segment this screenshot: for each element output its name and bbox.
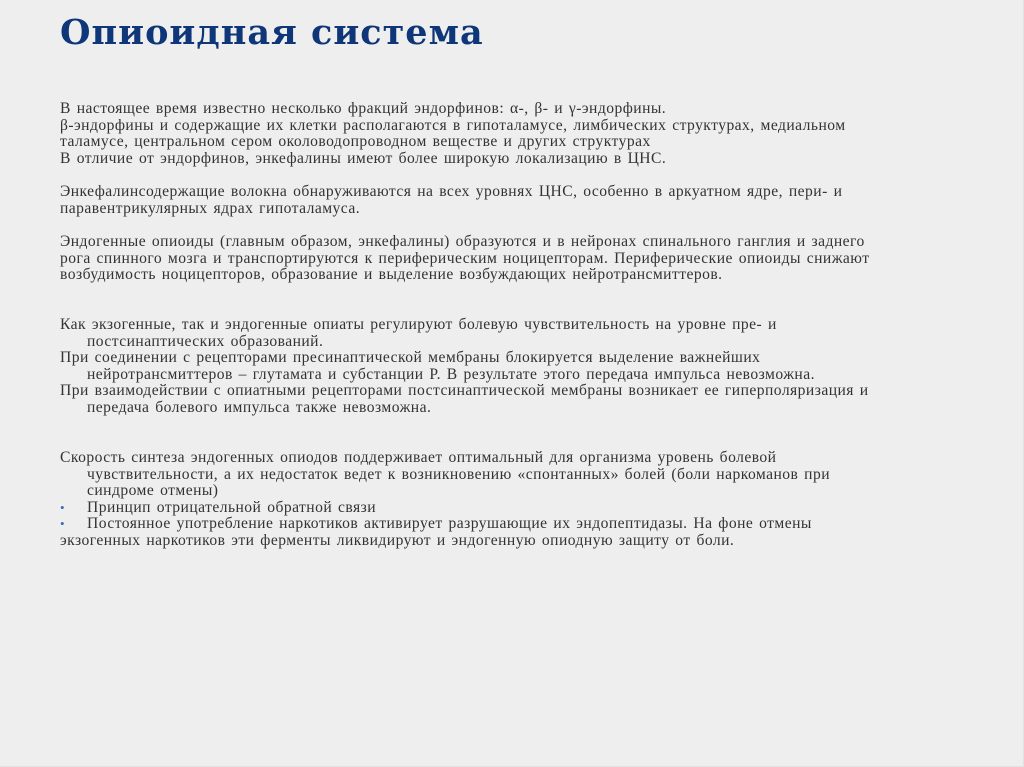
paragraph-enkephalin-fibers bbox=[60, 184, 980, 217]
text-line: Энкефалинсодержащие волокна обнаруживаются на всех уровнях ЦНС, особенно в аркуатном ядре, пери- и bbox=[60, 183, 843, 200]
text-line: нейротрансмиттеров – глутамата и субстанции Р. В результате этого передача импульса невозможна. bbox=[87, 365, 815, 383]
text-line: передача болевого импульса также невозможна. bbox=[87, 398, 432, 416]
bullet-icon: • bbox=[60, 499, 66, 515]
bullet-item bbox=[60, 500, 980, 517]
bullet-item bbox=[60, 516, 980, 533]
paragraph-endorphin-fractions bbox=[60, 101, 980, 167]
paragraph-opiate-regulation bbox=[60, 317, 980, 417]
text-line: экзогенных наркотиков эти ферменты ликвидируют и эндогенную опиодную защиту от боли. bbox=[60, 531, 735, 549]
text-line: Эндогенные опиоиды (главным образом, энкефалины) образуются и в нейронах спинального ганглия и заднего bbox=[60, 233, 865, 250]
text-line: При соединении с рецепторами пресинаптической мембраны блокируется выделение важнейших bbox=[60, 349, 761, 367]
text-line: рога спинного мозга и транспортируются к периферическим ноцицепторам. Периферические опиоиды снижают bbox=[60, 249, 870, 267]
text-line: паравентрикулярных ядрах гипоталамуса. bbox=[60, 199, 361, 217]
slide-title: Опиоидная система bbox=[60, 12, 484, 53]
text-line: постсинаптических образований. bbox=[87, 332, 324, 350]
bullet-icon: • bbox=[60, 516, 66, 532]
paragraph-endogenous-opioids bbox=[60, 234, 980, 284]
text-line: Как экзогенные, так и эндогенные опиаты регулируют болевую чувствительность на уровне пре- и bbox=[60, 316, 777, 333]
bullet-text: Принцип отрицательной обратной связи bbox=[87, 498, 376, 516]
text-line: При взаимодействии с опиатными рецепторами постсинаптической мембраны возникает ее гиперполяризация и bbox=[60, 382, 869, 400]
text-line: возбудимость ноцицепторов, образование и выделение возбуждающих нейротрансмиттеров. bbox=[60, 266, 723, 284]
paragraph-synthesis-rate bbox=[60, 450, 980, 550]
text-line: В настоящее время известно несколько фракций эндорфинов: α-, β- и γ-эндорфины. bbox=[60, 100, 667, 117]
text-line: В отличие от эндорфинов, энкефалины имеют более широкую локализацию в ЦНС. bbox=[60, 149, 667, 167]
text-line: Скорость синтеза эндогенных опиодов поддерживает оптимальный для организма уровень болевой bbox=[60, 449, 777, 466]
bullet-text: Постоянное употребление наркотиков активирует разрушающие их эндопептидазы. На фоне отмены bbox=[87, 515, 812, 533]
text-line: β-эндорфины и содержащие их клетки располагаются в гипоталамусе, лимбических структурах, медиальном bbox=[60, 116, 846, 134]
text-line: синдроме отмены) bbox=[87, 482, 219, 500]
text-line: чувствительности, а их недостаток ведет к возникновению «спонтанных» болей (боли наркоманов при bbox=[87, 465, 831, 483]
text-line: таламусе, центральном сером околоводопроводном веществе и других структурах bbox=[60, 133, 651, 151]
